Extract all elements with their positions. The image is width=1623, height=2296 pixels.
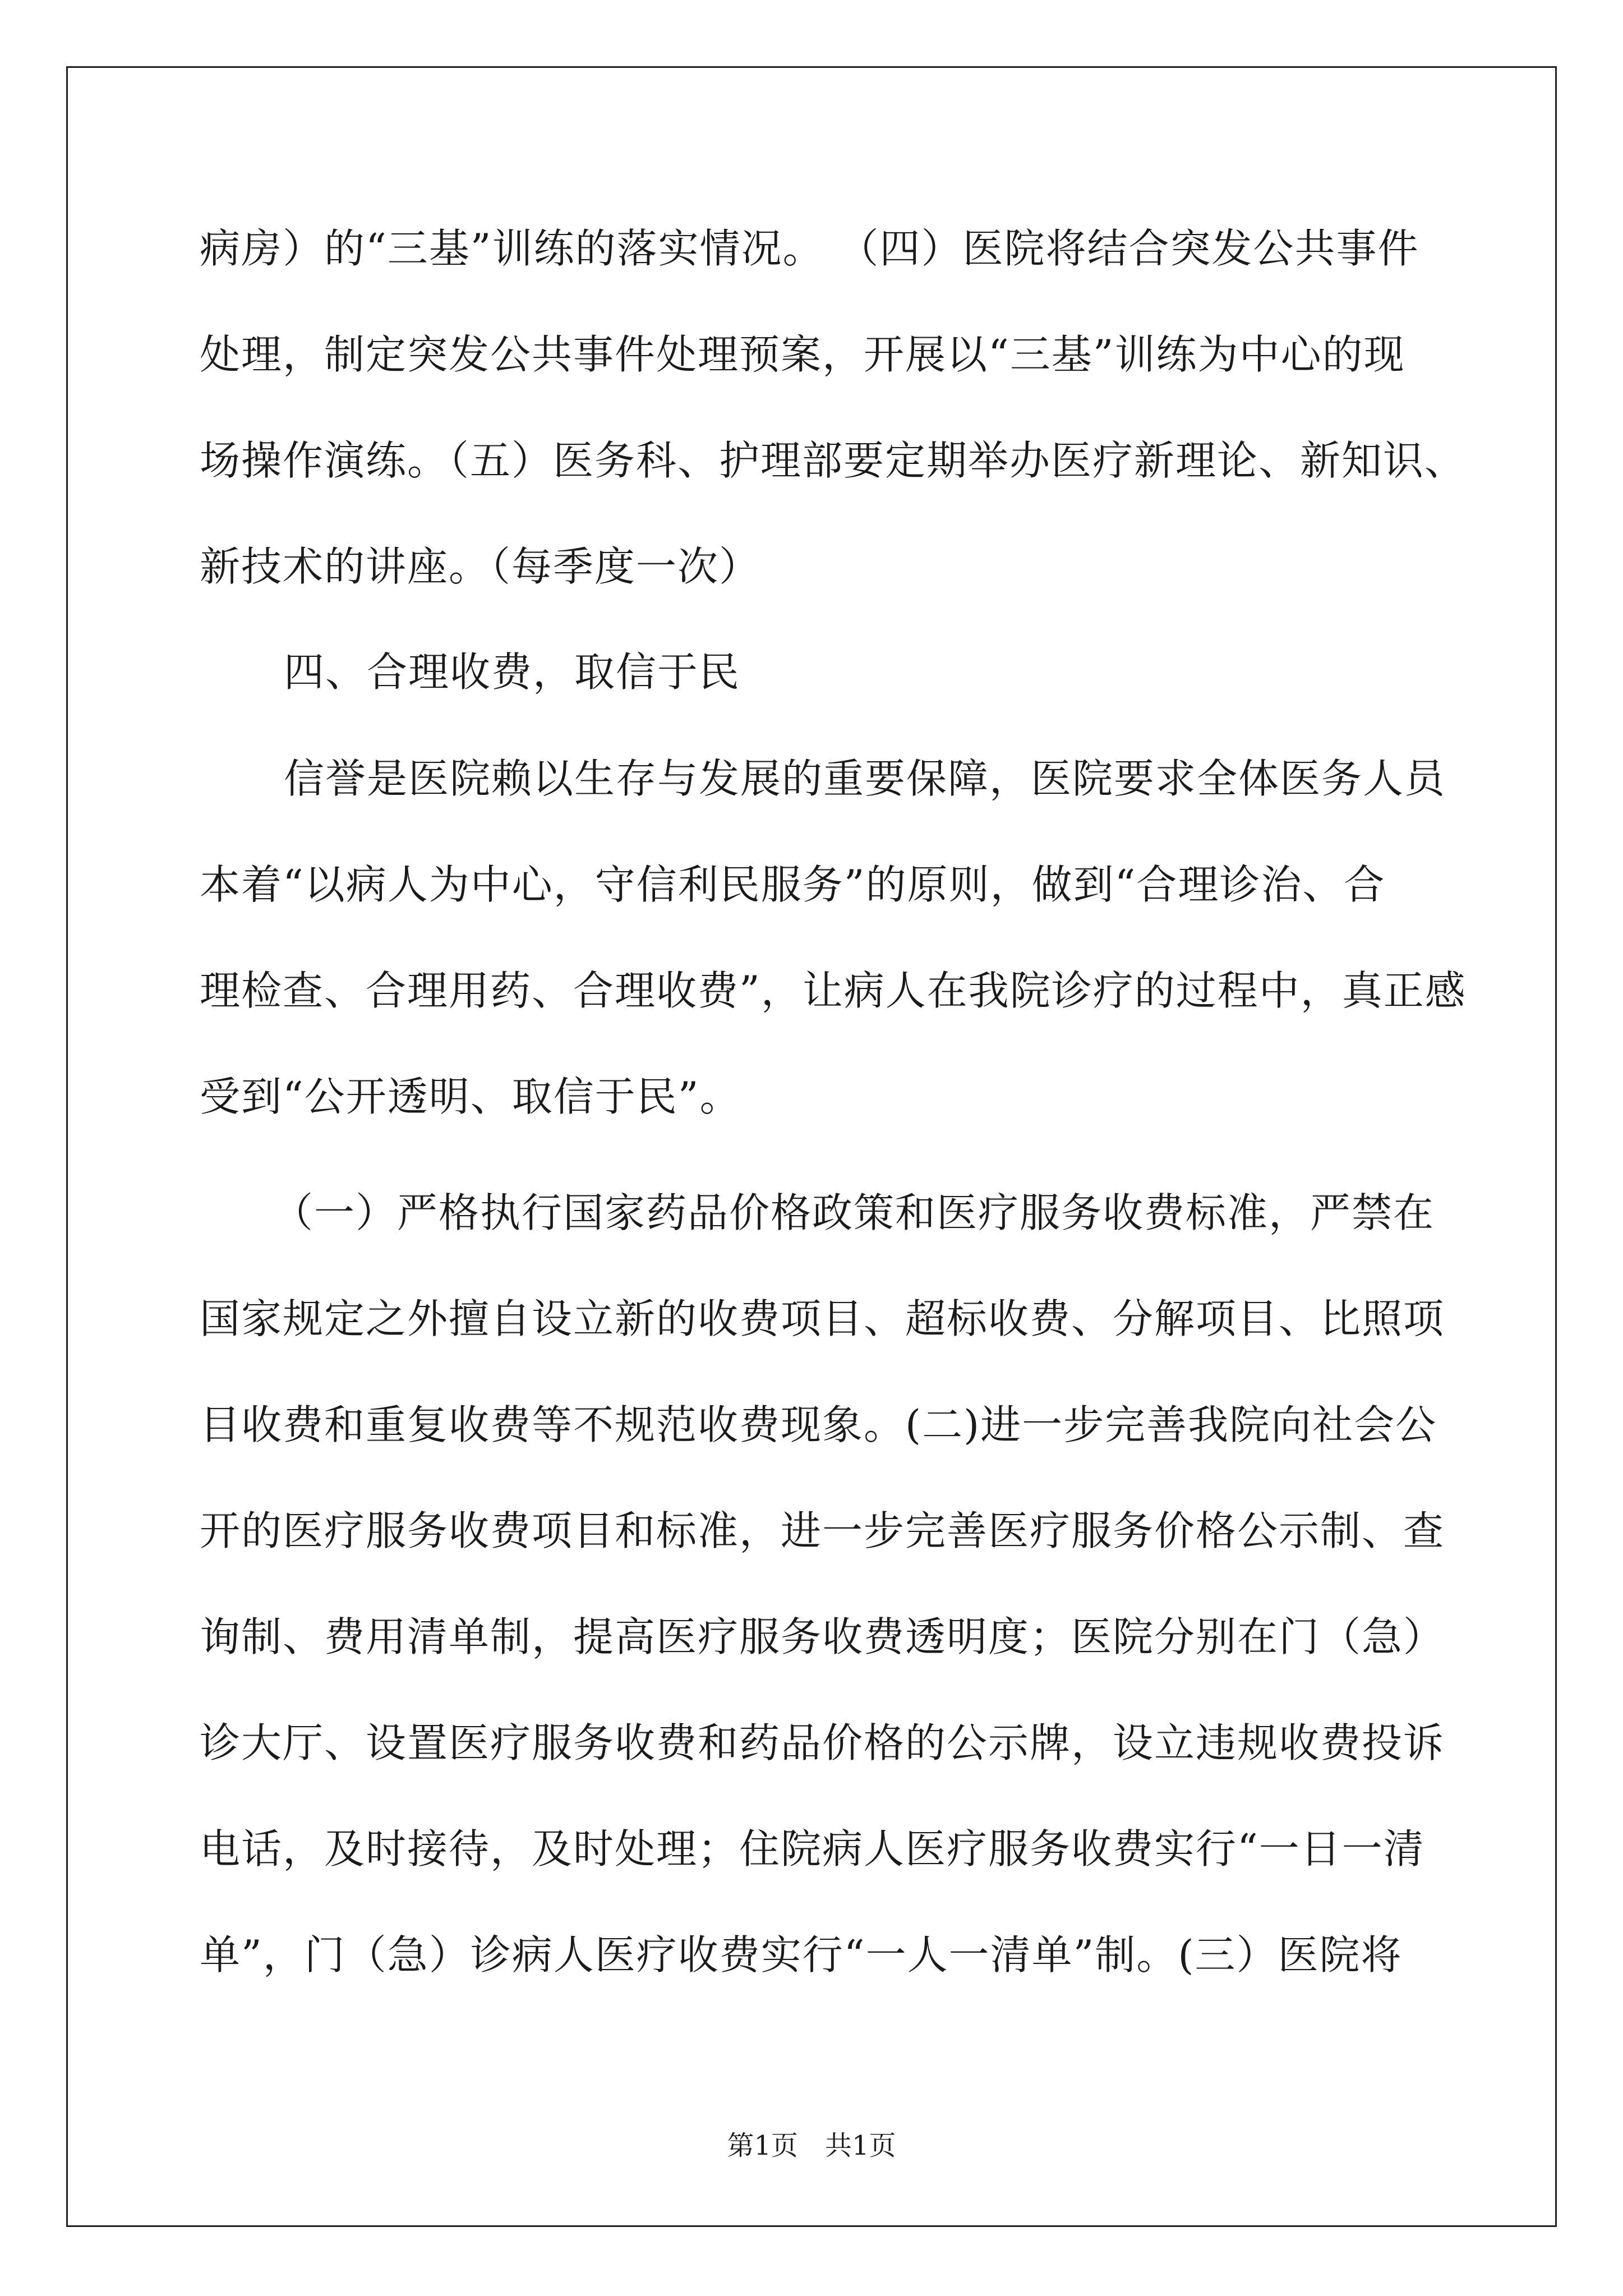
text-line: 本着“以病人为中心，守信利民服务”的原则，做到“合理诊治、合 <box>200 861 1386 908</box>
text-line: 病房）的“三基”训练的落实情况。 （四）医院将结合突发公共事件 <box>200 225 1419 272</box>
text-line: 电话，及时接待，及时处理；住院病人医疗服务收费实行“一日一清 <box>200 1825 1425 1872</box>
text-line: 诊大厅、设置医疗服务收费和药品价格的公示牌，设立违规收费投诉 <box>200 1719 1445 1766</box>
text-line: 理检查、合理用药、合理收费”，让病人在我院诊疗的过程中，真正感 <box>200 967 1467 1014</box>
text-line: 开的医疗服务收费项目和标准，进一步完善医疗服务价格公示制、查 <box>200 1507 1445 1554</box>
page-number-footer: 第1页 共1页 <box>727 2130 896 2161</box>
page-border <box>66 66 1557 2227</box>
text-line: 目收费和重复收费等不规范收费现象。(二)进一步完善我院向社会公 <box>200 1401 1437 1448</box>
text-line: 国家规定之外擅自设立新的收费项目、超标收费、分解项目、比照项 <box>200 1295 1445 1342</box>
text-line: 询制、费用清单制，提高医疗服务收费透明度；医院分别在门（急） <box>200 1613 1445 1660</box>
paragraph-start-line: 信誉是医院赖以生存与发展的重要保障，医院要求全体医务人员 <box>284 755 1446 802</box>
section-heading: 四、合理收费，取信于民 <box>284 648 741 696</box>
paragraph-start-line: （一）严格执行国家药品价格政策和医疗服务收费标准，严禁在 <box>273 1189 1435 1236</box>
text-line: 单”，门（急）诊病人医疗收费实行“一人一清单”制。(三）医院将 <box>200 1931 1403 1978</box>
text-line: 场操作演练。（五）医务科、护理部要定期举办医疗新理论、新知识、 <box>200 437 1467 484</box>
text-line: 新技术的讲座。（每季度一次） <box>200 543 761 590</box>
text-line: 受到“公开透明、取信于民”。 <box>200 1073 741 1120</box>
text-line: 处理，制定突发公共事件处理预案，开展以“三基”训练为中心的现 <box>200 331 1405 378</box>
